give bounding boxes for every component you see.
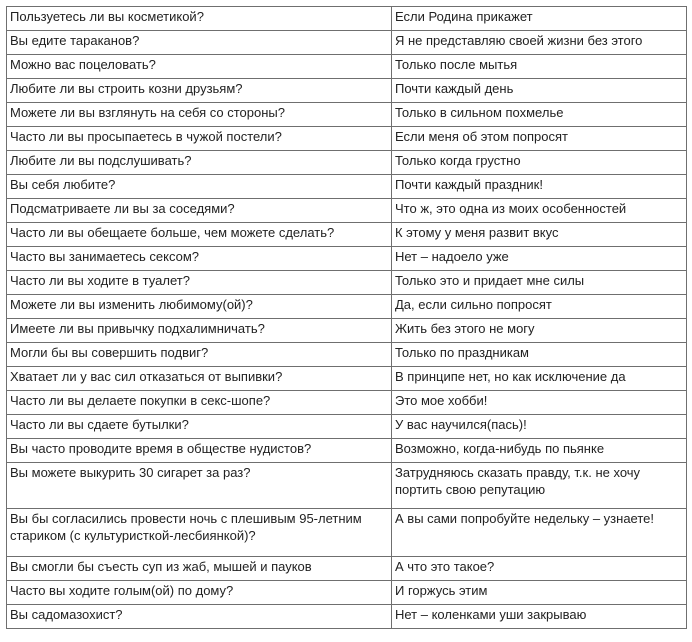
table-row (7, 175, 687, 199)
table-row (7, 581, 687, 605)
answer-cell: Только после мытья (392, 55, 687, 79)
answer-cell: Возможно, когда-нибудь по пьянке (392, 439, 687, 463)
question-cell: Часто ли вы обещаете больше, чем можете сделать? (7, 223, 392, 247)
table-row (7, 103, 687, 127)
table-row (7, 55, 687, 79)
qa-table-body (7, 7, 687, 629)
answer-cell: А вы сами попробуйте недельку – узнаете! (392, 509, 687, 557)
question-cell: Любите ли вы строить козни друзьям? (7, 79, 392, 103)
answer-cell: У вас научился(пась)! (392, 415, 687, 439)
question-cell: Подсматриваете ли вы за соседями? (7, 199, 392, 223)
question-cell: Часто ли вы делаете покупки в секс-шопе? (7, 391, 392, 415)
answer-cell: Это мое хобби! (392, 391, 687, 415)
question-cell: Вы смогли бы съесть суп из жаб, мышей и пауков (7, 557, 392, 581)
question-cell: Можете ли вы взглянуть на себя со стороны? (7, 103, 392, 127)
answer-cell: Почти каждый день (392, 79, 687, 103)
question-cell: Имеете ли вы привычку подхалимничать? (7, 319, 392, 343)
answer-cell: Да, если сильно попросят (392, 295, 687, 319)
question-cell: Пользуетесь ли вы косметикой? (7, 7, 392, 31)
question-cell: Могли бы вы совершить подвиг? (7, 343, 392, 367)
answer-cell: Только это и придает мне силы (392, 271, 687, 295)
answer-cell: Нет – надоело уже (392, 247, 687, 271)
table-row (7, 247, 687, 271)
question-cell: Вы едите тараканов? (7, 31, 392, 55)
question-cell: Вы бы согласились провести ночь с плешивым 95-летним стариком (с культуристкой-лесбиянкой)? (7, 509, 392, 557)
answer-cell: Только когда грустно (392, 151, 687, 175)
answer-cell: Нет – коленками уши закрываю (392, 605, 687, 629)
question-cell: Вы можете выкурить 30 сигарет за раз? (7, 463, 392, 509)
question-cell: Вы садомазохист? (7, 605, 392, 629)
answer-cell: Жить без этого не могу (392, 319, 687, 343)
table-row (7, 79, 687, 103)
answer-cell: В принципе нет, но как исключение да (392, 367, 687, 391)
table-row (7, 415, 687, 439)
answer-cell: Я не представляю своей жизни без этого (392, 31, 687, 55)
table-row (7, 463, 687, 509)
answer-cell: Только по праздникам (392, 343, 687, 367)
table-row (7, 151, 687, 175)
table-row (7, 7, 687, 31)
table-row (7, 343, 687, 367)
table-row (7, 127, 687, 151)
answer-cell: Если Родина прикажет (392, 7, 687, 31)
table-row (7, 319, 687, 343)
table-row (7, 295, 687, 319)
question-cell: Можете ли вы изменить любимому(ой)? (7, 295, 392, 319)
question-cell: Часто ли вы ходите в туалет? (7, 271, 392, 295)
table-row (7, 367, 687, 391)
table-row (7, 223, 687, 247)
table-row (7, 271, 687, 295)
answer-cell: Почти каждый праздник! (392, 175, 687, 199)
answer-cell: Затрудняюсь сказать правду, т.к. не хочу портить свою репутацию (392, 463, 687, 509)
answer-cell: К этому у меня развит вкус (392, 223, 687, 247)
question-cell: Часто вы ходите голым(ой) по дому? (7, 581, 392, 605)
question-cell: Любите ли вы подслушивать? (7, 151, 392, 175)
table-row (7, 605, 687, 629)
table-row (7, 509, 687, 557)
answer-cell: Только в сильном похмелье (392, 103, 687, 127)
table-row (7, 199, 687, 223)
table-row (7, 557, 687, 581)
table-row (7, 391, 687, 415)
question-cell: Вы часто проводите время в обществе нудистов? (7, 439, 392, 463)
question-cell: Хватает ли у вас сил отказаться от выпивки? (7, 367, 392, 391)
answer-cell: Если меня об этом попросят (392, 127, 687, 151)
qa-table (6, 6, 687, 629)
question-cell: Часто ли вы просыпаетесь в чужой постели? (7, 127, 392, 151)
table-row (7, 439, 687, 463)
answer-cell: И горжусь этим (392, 581, 687, 605)
table-row (7, 31, 687, 55)
question-cell: Часто вы занимаетесь сексом? (7, 247, 392, 271)
answer-cell: Что ж, это одна из моих особенностей (392, 199, 687, 223)
answer-cell: А что это такое? (392, 557, 687, 581)
question-cell: Вы себя любите? (7, 175, 392, 199)
question-cell: Часто ли вы сдаете бутылки? (7, 415, 392, 439)
question-cell: Можно вас поцеловать? (7, 55, 392, 79)
